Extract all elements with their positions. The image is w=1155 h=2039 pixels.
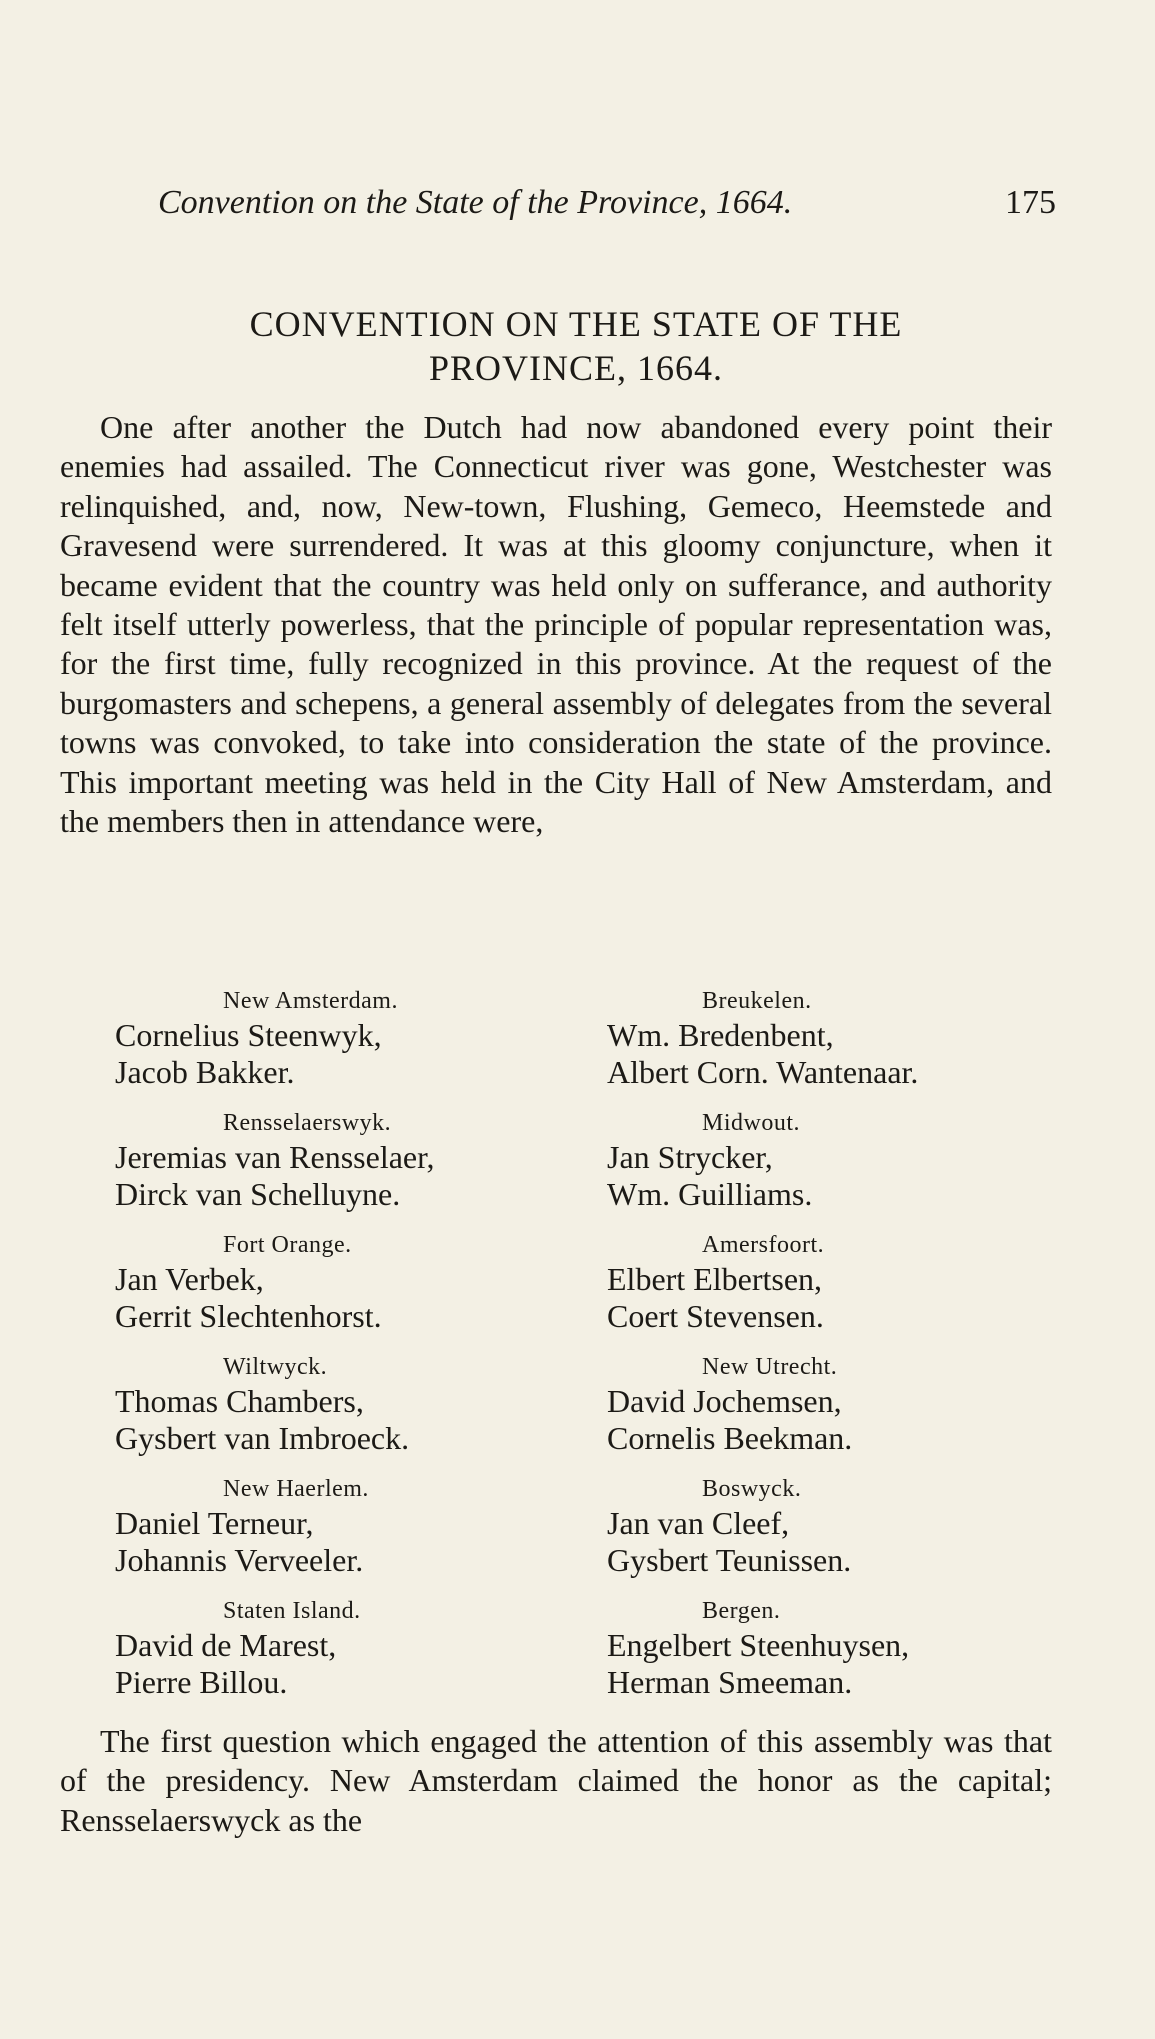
page-number: 175 (1005, 184, 1056, 221)
delegation-bergen (607, 1595, 1077, 1701)
running-head (150, 180, 1056, 230)
town-name: Rensselaerswyk. (223, 1110, 392, 1136)
delegate-name: Engelbert Steenhuysen, (607, 1627, 910, 1663)
delegate-name: Wm. Bredenbent, (607, 1017, 834, 1053)
town-name: New Haerlem. (223, 1476, 369, 1502)
running-title: Convention on the State of the Province, 1664. (158, 184, 793, 221)
delegate-name: David Jochemsen, (607, 1383, 842, 1419)
chapter-title-line-1: CONVENTION ON THE STATE OF THE (249, 304, 903, 344)
delegate-name: Dirck van Schelluyne. (115, 1176, 401, 1212)
delegate-name: Pierre Billou. (115, 1664, 288, 1700)
delegation-wiltwyck (115, 1351, 585, 1457)
chapter-title (60, 302, 1092, 390)
town-name: New Utrecht. (702, 1354, 838, 1380)
delegate-name: Jan Verbek, (115, 1261, 264, 1297)
delegate-name: Wm. Guilliams. (607, 1176, 813, 1212)
delegate-name: Cornelius Steenwyk, (115, 1017, 382, 1053)
chapter-title-line-2: PROVINCE, 1664. (428, 348, 724, 388)
town-name: Boswyck. (702, 1476, 802, 1502)
delegate-name: Gerrit Slechtenhorst. (115, 1298, 382, 1334)
delegate-name: Coert Stevensen. (607, 1298, 824, 1334)
closing-paragraph: The first question which engaged the attention of this assembly was that of the presidency. New Amsterdam claimed the honor as the capital; Rensselaerswyck as the (60, 1723, 1052, 1838)
delegate-name: Herman Smeeman. (607, 1664, 853, 1700)
town-name: New Amsterdam. (223, 988, 398, 1014)
delegate-name: Cornelis Beekman. (607, 1420, 853, 1456)
delegate-name: Daniel Terneur, (115, 1505, 314, 1541)
delegation-fort-orange (115, 1229, 585, 1335)
delegate-name: Albert Corn. Wantenaar. (607, 1054, 919, 1090)
town-name: Staten Island. (223, 1598, 361, 1624)
delegation-midwout (607, 1107, 1077, 1213)
delegate-name: Gysbert Teunissen. (607, 1542, 852, 1578)
delegation-amersfoort (607, 1229, 1077, 1335)
town-name: Breukelen. (702, 988, 812, 1014)
delegate-name: Jeremias van Rensselaer, (115, 1139, 435, 1175)
town-name: Wiltwyck. (223, 1354, 328, 1380)
delegation-boswyck (607, 1473, 1077, 1579)
delegate-name: David de Marest, (115, 1627, 337, 1663)
delegate-name: Jan Strycker, (607, 1139, 773, 1175)
delegate-name: Johannis Verveeler. (115, 1542, 364, 1578)
delegate-name: Thomas Chambers, (115, 1383, 364, 1419)
town-name: Midwout. (702, 1110, 801, 1136)
delegate-name: Gysbert van Imbroeck. (115, 1420, 410, 1456)
delegate-name: Jan van Cleef, (607, 1505, 790, 1541)
town-name: Bergen. (702, 1598, 781, 1624)
delegation-new-amsterdam (115, 985, 585, 1091)
delegate-name: Jacob Bakker. (115, 1054, 295, 1090)
intro-paragraph: One after another the Dutch had now abandoned every point their enemies had assailed. The Connecticut river was gone, Westchester was relinquished, and, now, New-town, Flushing, Gemeco, Heemstede and Gravesend were surrendered. It was at this gloomy conjuncture, when it became evident that the country was held only on sufferance, and authority felt itself utterly powerless, that the principle of popular representation was, for the first time, fully recognized in this province. At the request of the burgomasters and schepens, a general assembly of delegates from the several towns was convoked, to take into consideration the state of the province. This important meeting was held in the City Hall of New Amsterdam, and the members then in attendance were, (60, 409, 1052, 840)
delegation-staten-island (115, 1595, 585, 1701)
delegate-name: Elbert Elbertsen, (607, 1261, 823, 1297)
delegation-breukelen (607, 985, 1077, 1091)
town-name: Fort Orange. (223, 1232, 352, 1258)
delegation-new-utrecht (607, 1351, 1077, 1457)
town-name: Amersfoort. (702, 1232, 825, 1258)
delegation-rensselaerswyk (115, 1107, 585, 1213)
delegation-new-haerlem (115, 1473, 585, 1579)
